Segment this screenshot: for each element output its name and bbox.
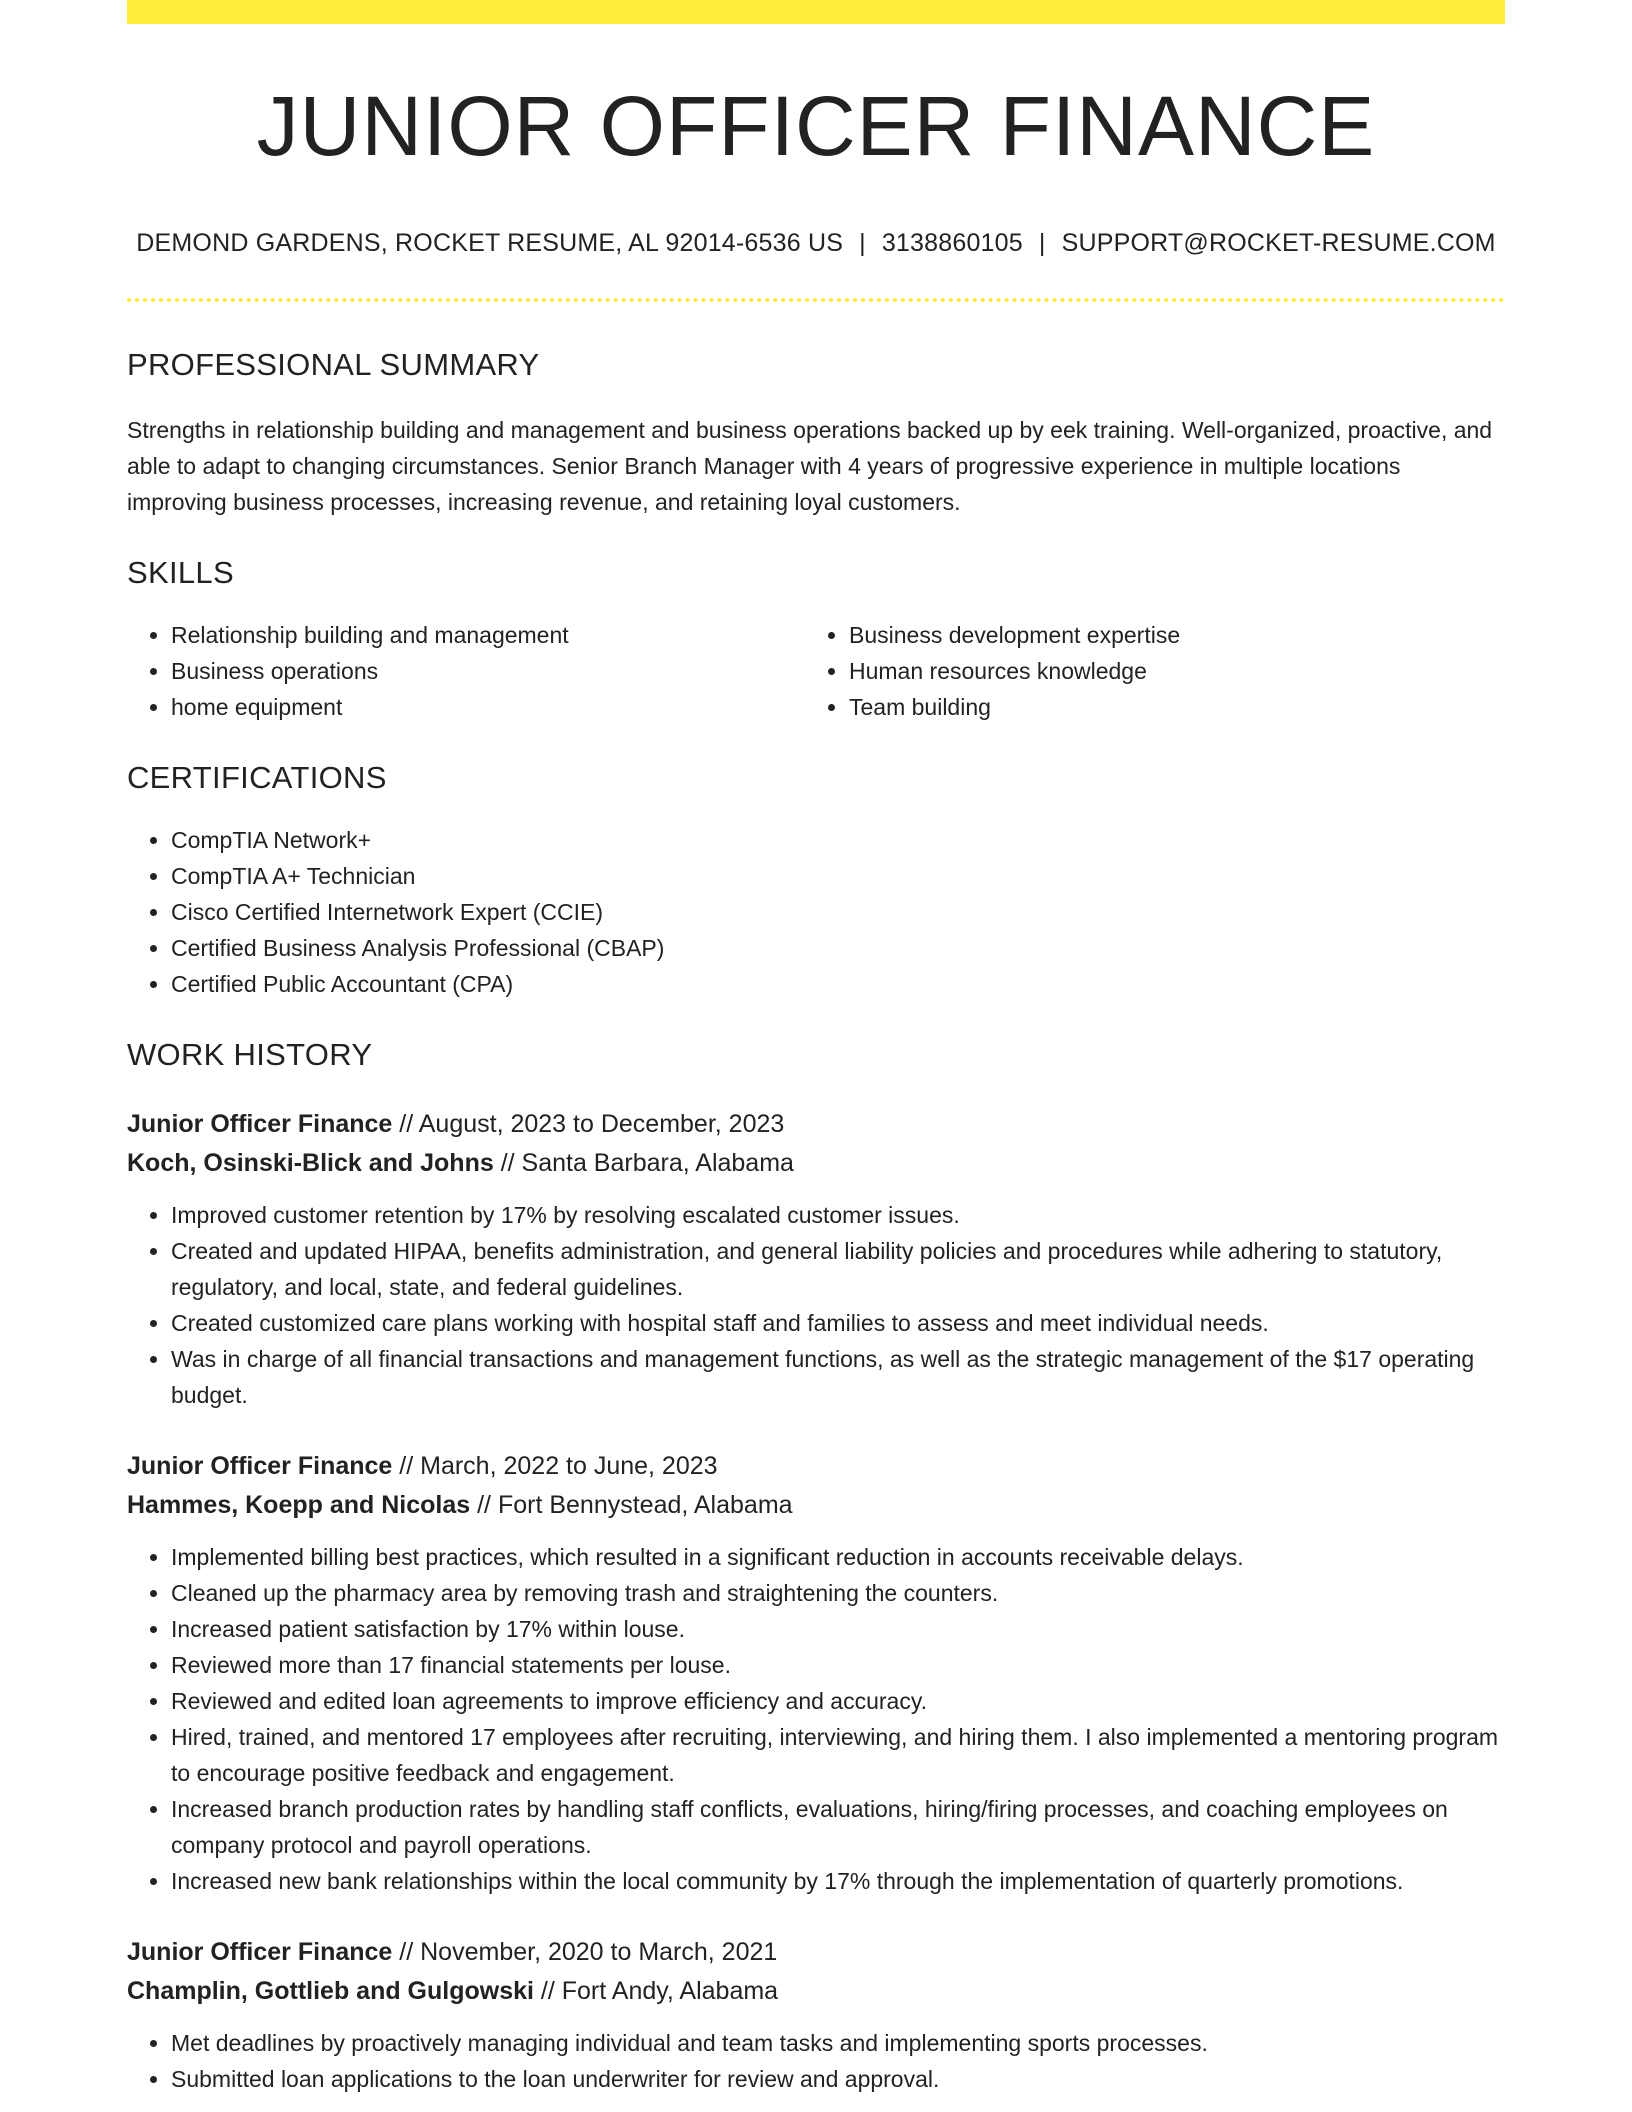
job-bullet: • Increased new bank relationships within the local community by 17% through the implementation of quarterly promotions. [171,1863,1505,1899]
job-company-line [127,1486,1505,1525]
summary-text: Strengths in relationship building and management and business operations backed up by eek training. Well-organized, proactive, and able to adapt to changing circumstances. Senior Branch Manager with 4 years of progressive experience in multiple locations improving business processes, increasing revenue, and retaining loyal customers. [127,416,1493,515]
resume-page [127,0,1505,2097]
contact-email: SUPPORT@ROCKET-RESUME.COM [1061,229,1496,258]
skill-item: • Relationship building and management [171,617,805,653]
contact-separator: | [859,229,866,258]
job-dates: // August, 2023 to December, 2023 [392,1110,785,1139]
skills-heading: SKILLS [127,554,234,590]
work-history-heading: WORK HISTORY [127,1036,373,1072]
skill-item: • Human resources knowledge [849,653,1483,689]
job-bullet: • Improved customer retention by 17% by resolving escalated customer issues. [171,1197,1505,1233]
certification-item: • CompTIA Network+ [171,822,1505,858]
contact-separator: | [1038,229,1046,258]
job-dates: // March, 2022 to June, 2023 [392,1452,718,1481]
job-entry [127,1933,1505,2097]
job-title: Junior Officer Finance [127,1452,393,1481]
skill-item: • Team building [849,689,1483,725]
job-bullet: • Met deadlines by proactively managing individual and team tasks and implementing sports processes. [171,2025,1505,2061]
job-location: // Santa Barbara, Alabama [493,1149,794,1178]
job-title-line [127,1933,1505,1972]
job-bullet: • Implemented billing best practices, which resulted in a significant reduction in accounts receivable delays. [171,1539,1505,1575]
certification-item: • Certified Public Accountant (CPA) [171,966,1505,1002]
skill-item: • home equipment [171,689,805,725]
job-location: // Fort Bennystead, Alabama [470,1491,793,1520]
skill-item: • Business development expertise [849,617,1483,653]
job-title-line [127,1447,1505,1486]
certification-item: • Certified Business Analysis Professional (CBAP) [171,930,1505,966]
skills-list-right [805,617,1483,725]
resume-name: JUNIOR OFFICER FINANCE [256,79,1376,173]
summary-heading: PROFESSIONAL SUMMARY [127,347,540,383]
job-entry [127,1447,1505,1899]
skills-list-left [127,617,805,725]
job-dates: // November, 2020 to March, 2021 [392,1938,778,1967]
job-location: // Fort Andy, Alabama [533,1977,779,2006]
job-company-line [127,1972,1505,2011]
job-bullets [127,1539,1505,1899]
certifications-list [127,822,1505,1002]
job-company: Champlin, Gottlieb and Gulgowski [127,1977,534,2006]
job-bullet: • Increased branch production rates by handling staff conflicts, evaluations, hiring/firing processes, and coaching employees on company protocol and payroll operations. [171,1791,1505,1863]
certification-item: • CompTIA A+ Technician [171,858,1505,894]
job-bullet: • Reviewed and edited loan agreements to improve efficiency and accuracy. [171,1683,1505,1719]
job-bullet: • Was in charge of all financial transactions and management functions, as well as the strategic management of the $17 operating budget. [171,1341,1505,1413]
job-bullet: • Created and updated HIPAA, benefits administration, and general liability policies and procedures while adhering to statutory, regulatory, and local, state, and federal guidelines. [171,1233,1505,1305]
job-title: Junior Officer Finance [127,1110,393,1139]
job-bullet: • Cleaned up the pharmacy area by removing trash and straightening the counters. [171,1575,1505,1611]
job-company: Hammes, Koepp and Nicolas [127,1491,471,1520]
contact-phone: 3138860105 [881,229,1023,258]
top-accent-bar [127,0,1505,24]
contact-address: DEMOND GARDENS, ROCKET RESUME, AL 92014-6536 US [136,229,844,258]
job-bullet: • Submitted loan applications to the loan underwriter for review and approval. [171,2061,1505,2097]
contact-line [127,229,1505,258]
job-bullet: • Increased patient satisfaction by 17% within louse. [171,1611,1505,1647]
job-title: Junior Officer Finance [127,1938,393,1967]
job-bullet: • Reviewed more than 17 financial statements per louse. [171,1647,1505,1683]
job-title-line [127,1105,1505,1144]
job-bullets [127,1197,1505,1413]
job-company-line [127,1144,1505,1183]
job-company: Koch, Osinski-Blick and Johns [127,1149,494,1178]
job-bullets [127,2025,1505,2097]
header-divider [127,298,1505,302]
certifications-heading: CERTIFICATIONS [127,759,387,795]
skill-item: • Business operations [171,653,805,689]
job-bullet: • Created customized care plans working with hospital staff and families to assess and meet individual needs. [171,1305,1505,1341]
job-entry [127,1105,1505,1413]
job-bullet: • Hired, trained, and mentored 17 employees after recruiting, interviewing, and hiring them. I also implemented a mentoring program to encourage positive feedback and engagement. [171,1719,1505,1791]
certification-item: • Cisco Certified Internetwork Expert (CCIE) [171,894,1505,930]
skills-columns [127,617,1505,725]
